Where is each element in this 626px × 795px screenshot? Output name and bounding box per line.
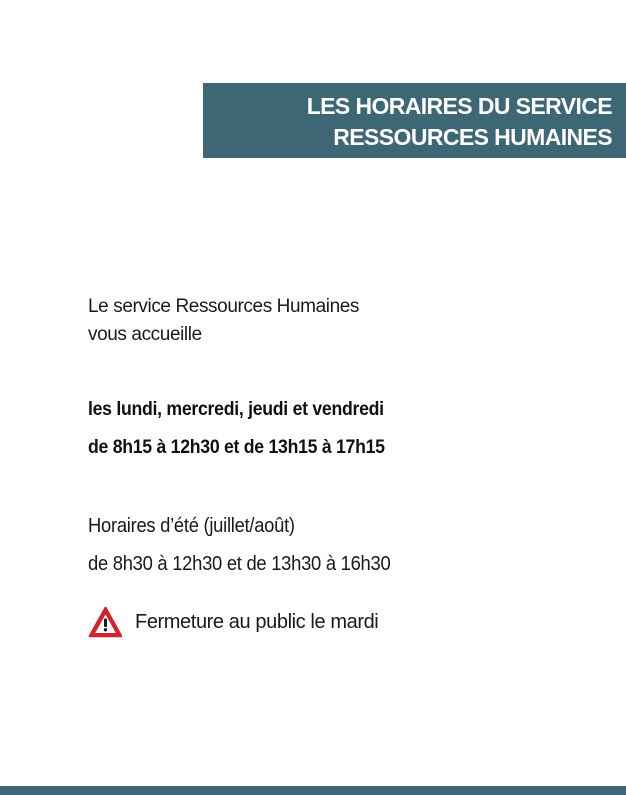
regular-hours-days: les lundi, mercredi, jeudi et vendredi (88, 399, 384, 420)
summer-hours-label: Horaires d’été (juillet/août) (88, 515, 295, 537)
footer-bar (0, 786, 626, 795)
intro-line-2: vous accueille (88, 324, 202, 345)
regular-hours (88, 391, 407, 467)
closure-text: Fermeture au public le mardi (135, 610, 379, 633)
summer-hours-times: de 8h30 à 12h30 et de 13h30 à 16h30 (88, 553, 391, 575)
summer-hours (88, 507, 417, 583)
page-title-line-1: LES HORAIRES DU SERVICE (306, 93, 612, 119)
closure-notice (88, 605, 378, 639)
intro-line-1: Le service Ressources Humaines (88, 296, 360, 317)
regular-hours-times: de 8h15 à 12h30 et de 13h15 à 17h15 (88, 437, 385, 458)
page-title-line-2: RESSOURCES HUMAINES (333, 124, 612, 150)
title-banner (203, 83, 626, 158)
warning-icon (88, 606, 123, 638)
intro-text (88, 293, 359, 349)
